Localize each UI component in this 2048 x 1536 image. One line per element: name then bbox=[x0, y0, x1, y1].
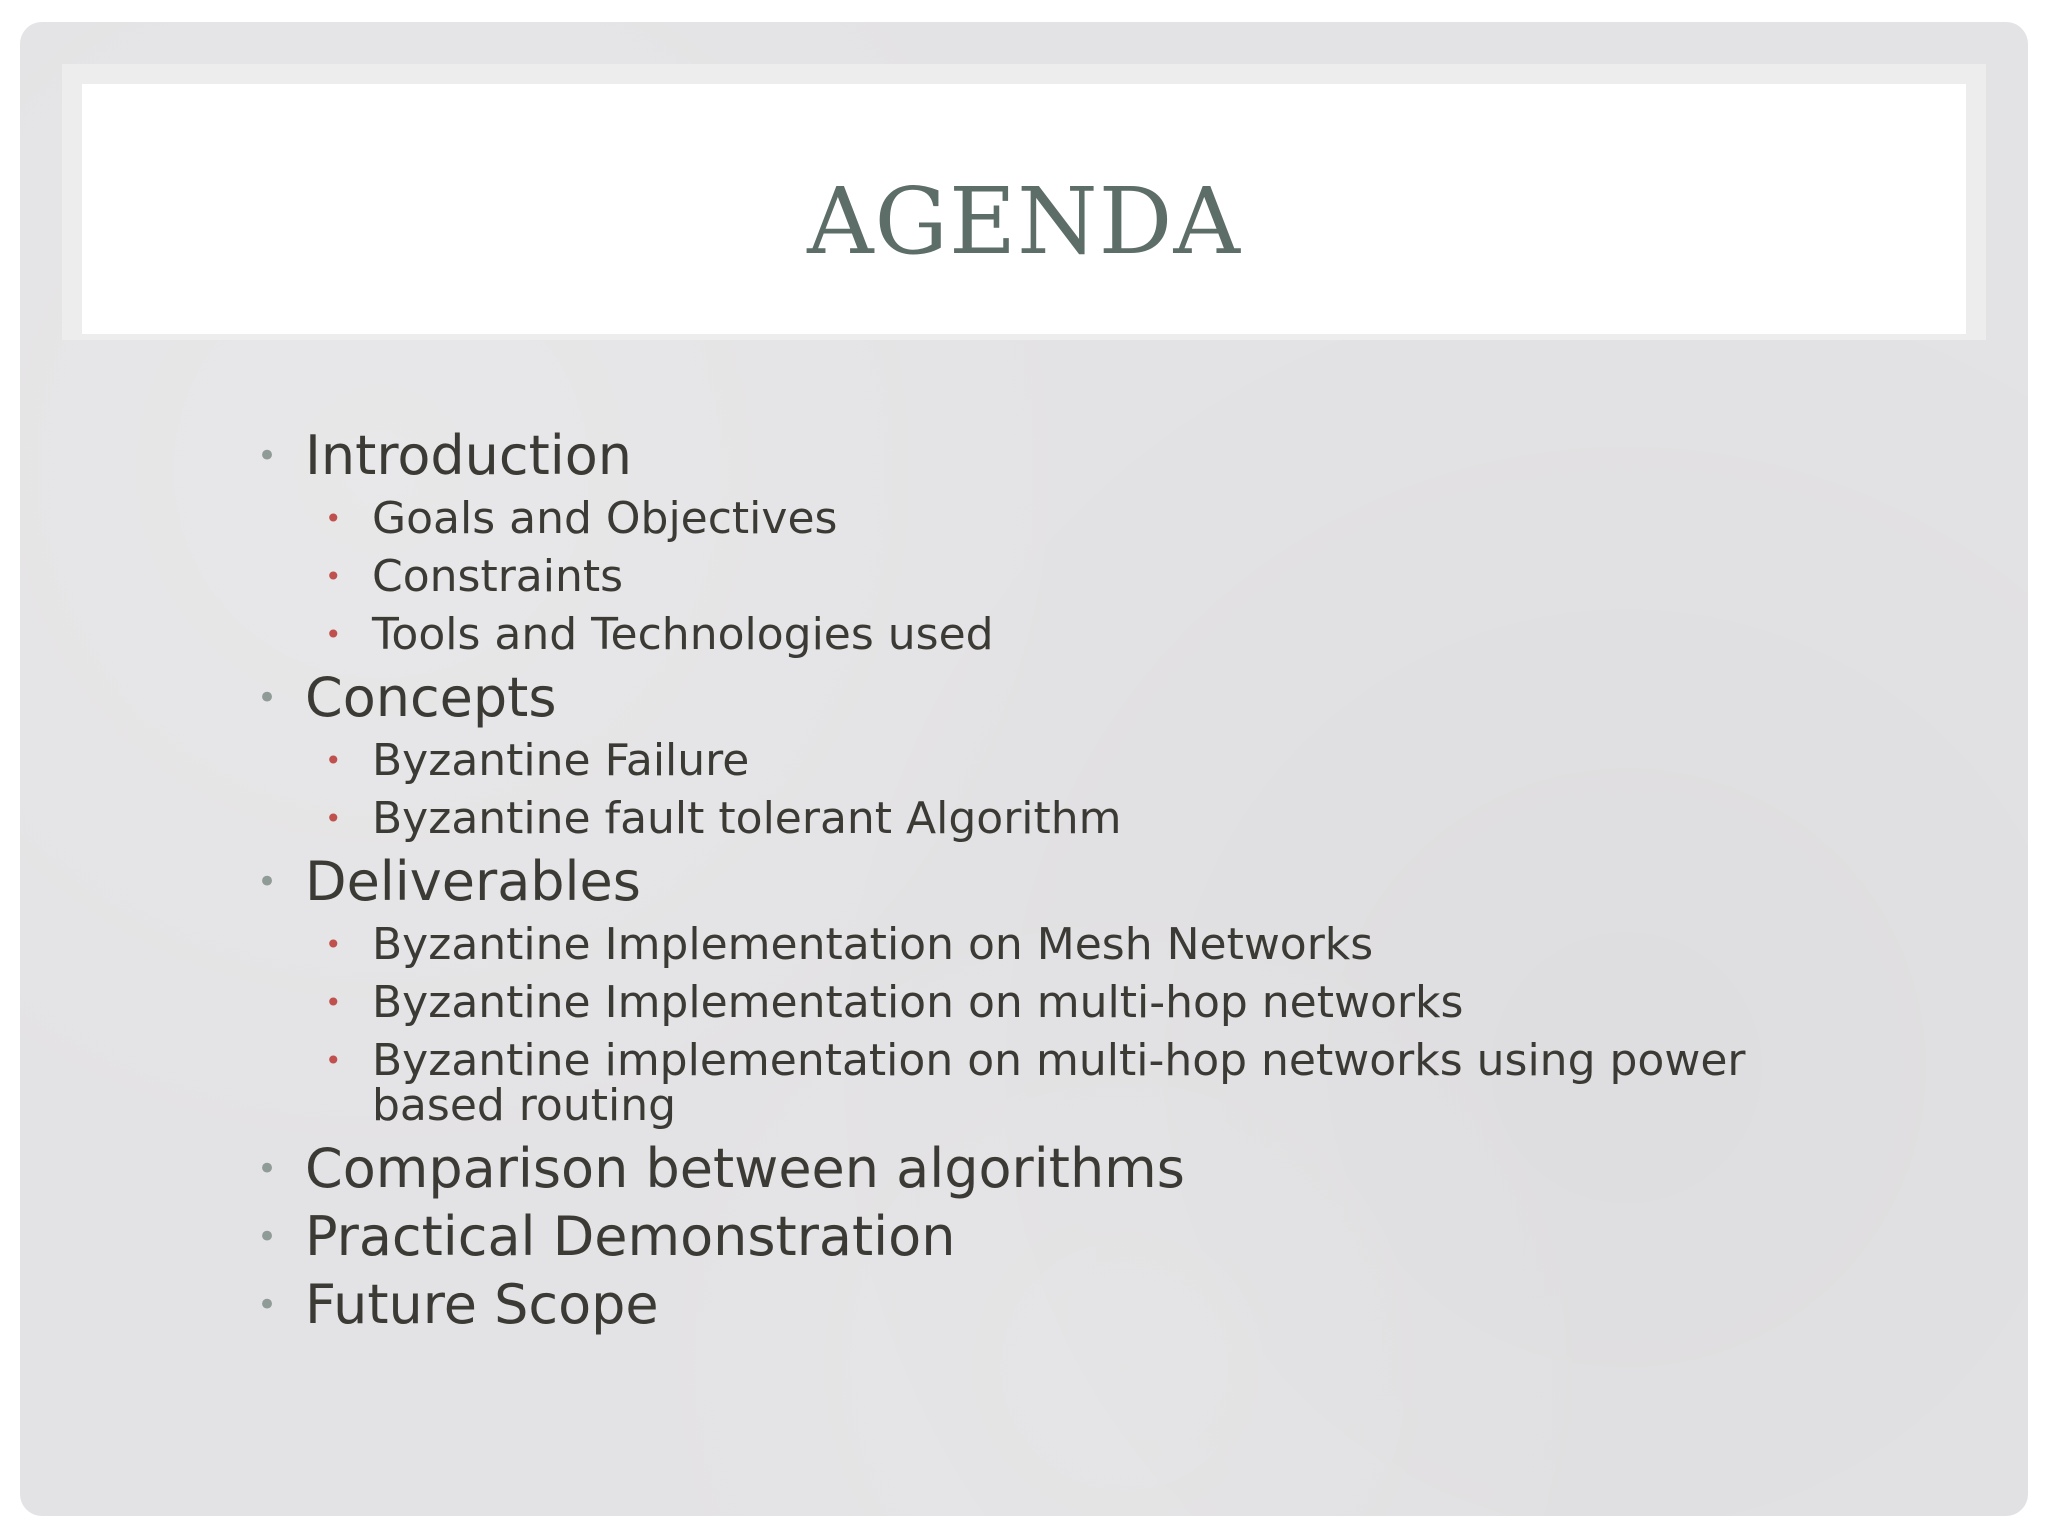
agenda-item-comparison bbox=[235, 1135, 1835, 1203]
agenda-subitem-label: Byzantine Implementation on multi-hop networks bbox=[372, 977, 1464, 1028]
agenda-subitem bbox=[305, 790, 1835, 848]
agenda-subitem-label: Goals and Objectives bbox=[372, 493, 838, 544]
agenda-list bbox=[235, 422, 1835, 1339]
agenda-subitem-label: Byzantine implementation on multi-hop networks using power based routing bbox=[372, 1035, 1746, 1131]
sub-bullet-icon: • bbox=[325, 618, 342, 651]
title-frame bbox=[62, 64, 1986, 340]
agenda-item-label: Comparison between algorithms bbox=[305, 1137, 1185, 1200]
agenda-subitem-label: Byzantine Implementation on Mesh Networks bbox=[372, 919, 1374, 970]
sub-bullet-icon: • bbox=[325, 1044, 342, 1077]
agenda-item-label: Deliverables bbox=[305, 850, 641, 913]
agenda-item-demonstration bbox=[235, 1203, 1835, 1271]
agenda-subitem bbox=[305, 974, 1835, 1032]
agenda-subitem bbox=[305, 548, 1835, 606]
sub-bullet-icon: • bbox=[325, 744, 342, 777]
agenda-item-introduction bbox=[235, 422, 1835, 664]
agenda-subitem bbox=[305, 606, 1835, 664]
agenda-subitem-label: Constraints bbox=[372, 551, 624, 602]
agenda-sublist bbox=[305, 490, 1835, 664]
agenda-item-label: Introduction bbox=[305, 424, 633, 487]
sub-bullet-icon: • bbox=[325, 986, 342, 1019]
bullet-icon: • bbox=[257, 678, 278, 718]
agenda-subitem bbox=[305, 490, 1835, 548]
agenda-subitem-label: Byzantine fault tolerant Algorithm bbox=[372, 793, 1122, 844]
bullet-icon: • bbox=[257, 1285, 278, 1325]
agenda-item-label: Future Scope bbox=[305, 1273, 659, 1336]
bullet-icon: • bbox=[257, 862, 278, 902]
slide bbox=[20, 22, 2028, 1516]
bullet-icon: • bbox=[257, 1217, 278, 1257]
sub-bullet-icon: • bbox=[325, 928, 342, 961]
bullet-icon: • bbox=[257, 1149, 278, 1189]
sub-bullet-icon: • bbox=[325, 560, 342, 593]
title-box bbox=[82, 84, 1966, 334]
agenda-item-label: Practical Demonstration bbox=[305, 1205, 956, 1268]
sub-bullet-icon: • bbox=[325, 502, 342, 535]
agenda-subitem-label: Tools and Technologies used bbox=[372, 609, 994, 660]
agenda-item-concepts bbox=[235, 664, 1835, 848]
agenda-item-future-scope bbox=[235, 1271, 1835, 1339]
agenda-subitem-label: Byzantine Failure bbox=[372, 735, 750, 786]
agenda-subitem bbox=[305, 732, 1835, 790]
agenda-content bbox=[235, 422, 1835, 1339]
agenda-subitem bbox=[305, 1032, 1835, 1135]
slide-title: AGENDA bbox=[807, 167, 1241, 275]
bullet-icon: • bbox=[257, 436, 278, 476]
agenda-sublist bbox=[305, 916, 1835, 1135]
agenda-sublist bbox=[305, 732, 1835, 848]
agenda-item-deliverables bbox=[235, 848, 1835, 1135]
sub-bullet-icon: • bbox=[325, 802, 342, 835]
agenda-item-label: Concepts bbox=[305, 666, 557, 729]
agenda-subitem bbox=[305, 916, 1835, 974]
